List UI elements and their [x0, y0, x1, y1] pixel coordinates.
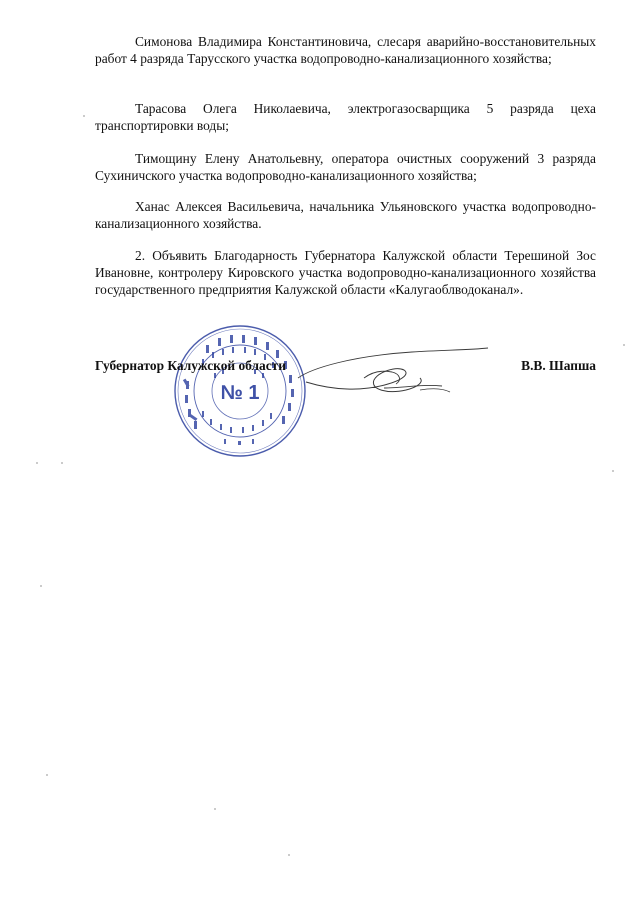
signatory-position: Губернатор Калужской области [95, 358, 286, 373]
scan-speck [61, 462, 63, 464]
paragraph-text: 2. Объявить Благодарность Губернатора Калужской области Терешиной Зос Ивановне, контролеру Кировского участка водопроводно-канализационного хозяйства государственного предприятия Калужской области «Калугаоблводоканал». [95, 248, 596, 297]
paragraph-text: Симонова Владимира Константиновича, слесаря аварийно-восстановительных работ 4 разряда Тарусского участка водопроводно-канализационного хозяйства; [95, 34, 596, 66]
scan-speck [214, 808, 216, 810]
paragraph-text: Тарасова Олега Николаевича, электрогазосварщика 5 разряда цеха транспортировки воды; [95, 101, 596, 133]
paragraph-text: Тимощину Елену Анатольевну, оператора очистных сооружений 3 разряда Сухиничского участка водопроводно-канализационного хозяйства; [95, 151, 596, 183]
award-paragraph-khanas [95, 198, 596, 232]
scan-speck [36, 462, 38, 464]
scan-speck [612, 470, 614, 472]
official-seal [172, 323, 308, 459]
scan-speck [288, 854, 290, 856]
paragraph-text: Ханас Алексея Васильевича, начальника Ульяновского участка водопроводно-канализационного хозяйства. [95, 199, 596, 231]
award-paragraph-simonov [95, 33, 596, 67]
award-paragraph-timoshchina [95, 150, 596, 184]
handwritten-signature [292, 338, 502, 408]
gratitude-paragraph [95, 247, 596, 298]
award-paragraph-tarasov [95, 100, 596, 134]
scan-speck [40, 585, 42, 587]
scan-speck [623, 344, 625, 346]
scan-speck [83, 115, 85, 117]
signatory-name: В.В. Шапша [521, 358, 596, 373]
scan-speck [46, 774, 48, 776]
svg-text:№ 1: № 1 [220, 382, 260, 404]
